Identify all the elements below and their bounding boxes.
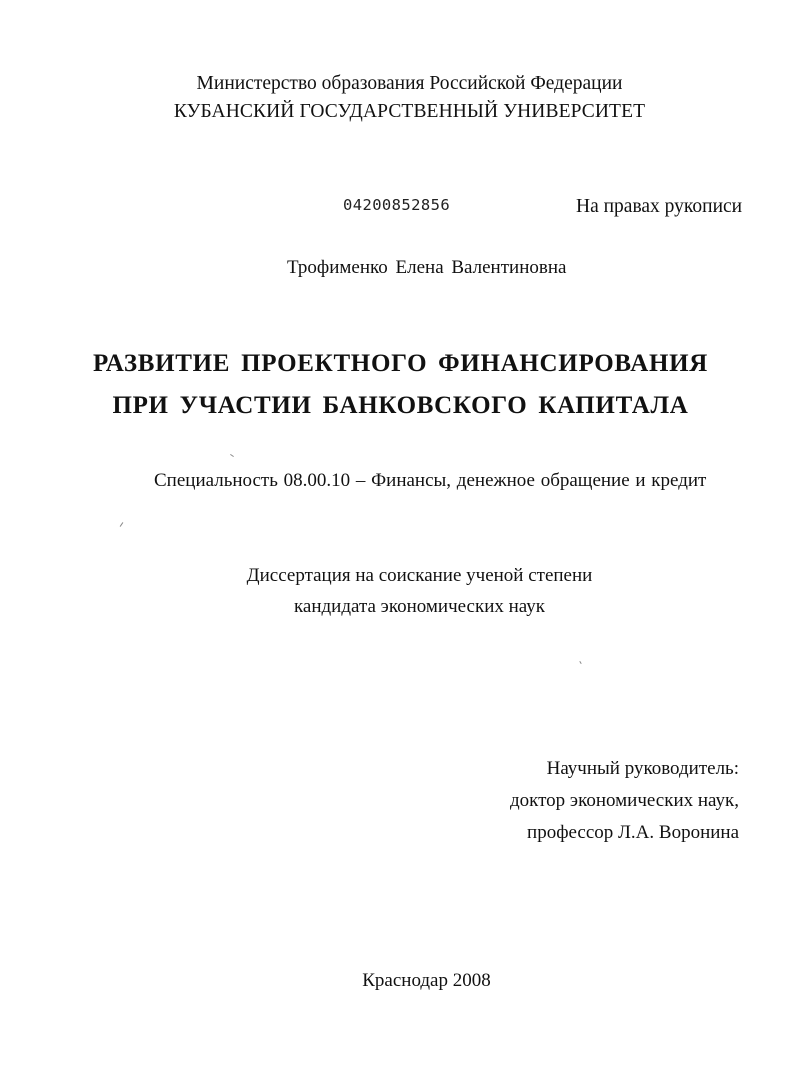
degree-statement-line-2: кандидата экономических наук xyxy=(293,596,546,617)
scan-speck xyxy=(579,661,581,664)
specialty-line: Специальность 08.00.10 – Финансы, денежное обращение и кредит xyxy=(154,470,707,491)
archive-code: 04200852856 xyxy=(343,196,451,214)
city-and-year: Краснодар 2008 xyxy=(362,970,491,991)
dissertation-title-line-2: ПРИ УЧАСТИИ БАНКОВСКОГО КАПИТАЛА xyxy=(112,392,689,419)
manuscript-rights-note: На правах рукописи xyxy=(576,196,743,217)
dissertation-title-line-1: РАЗВИТИЕ ПРОЕКТНОГО ФИНАНСИРОВАНИЯ xyxy=(92,350,709,377)
university-name: КУБАНСКИЙ ГОСУДАРСТВЕННЫЙ УНИВЕРСИТЕТ xyxy=(173,101,646,122)
degree-statement-line-1: Диссертация на соискание ученой степени xyxy=(246,565,593,586)
author-name: Трофименко Елена Валентиновна xyxy=(287,257,567,278)
ministry-name: Министерство образования Российской Федерации xyxy=(196,73,623,94)
scientific-advisor-block xyxy=(510,753,739,849)
scan-speck xyxy=(230,454,234,457)
advisor-degree: доктор экономических наук, xyxy=(509,790,739,811)
advisor-label: Научный руководитель: xyxy=(546,758,739,779)
scan-speck xyxy=(120,522,124,527)
advisor-name: профессор Л.А. Воронина xyxy=(527,822,739,843)
